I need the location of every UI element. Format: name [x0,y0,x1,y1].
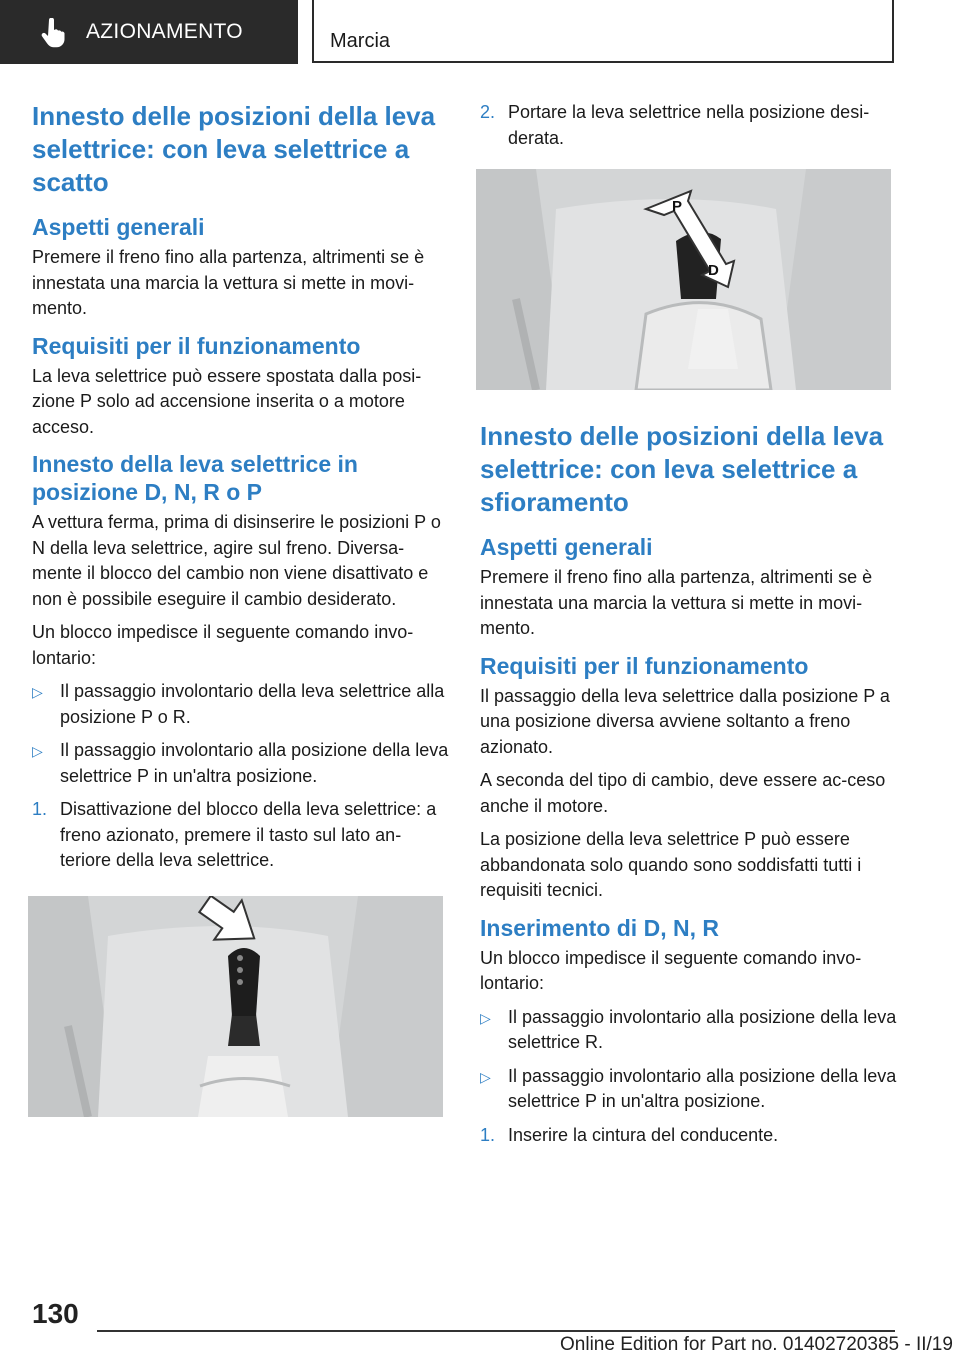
gear-label-r: R [688,218,699,235]
section-title-scatto: Innesto delle posizioni della leva selettrice: con leva selettrice a scatto [32,101,436,197]
numbered-step: 2. Portare la leva selettrice nella posizione desi-derata. [480,102,870,148]
header-subtitle-tab [312,0,894,63]
list-item: ▷ Il passaggio involontario alla posizione della leva selettrice P in un'altra posizione. [480,1065,897,1111]
heading-requisiti: Requisiti per il funzionamento [32,332,361,359]
step-number: 1. [480,1124,496,1145]
list-item: ▷ Il passaggio involontario alla posizione della leva selettrice P in un'altra posizione. [32,740,449,786]
numbered-step: 1. Disattivazione del blocco della leva selettrice: a freno azionato, premere il tasto sul lato an-teriore della leva selettrice. [32,799,437,870]
gear-label-n: N [698,238,709,255]
paragraph: Premere il freno fino alla partenza, altrimenti se è innestata una marcia la vettura si mette in movi-mento. [32,247,425,318]
paragraph: Un blocco impedisce il seguente comando invo-lontario: [32,622,414,668]
triangle-bullet-icon: ▷ [480,1068,491,1085]
page-number: 130 [32,1298,79,1329]
gear-lever-illustration-graphic [28,896,443,1117]
left-column [32,100,450,1139]
heading-requisiti: Requisiti per il funzionamento [480,652,809,679]
heading-innesto-leva: Innesto della leva selettrice in posizione D, N, R o P [32,451,358,505]
header-subtitle: Marcia [330,30,391,52]
gear-positions-illustration [476,169,891,390]
list-item: ▷ Il passaggio involontario alla posizione della leva selettrice R. [480,1006,897,1052]
footer-edition: Online Edition for Part no. 01402720385 - II/19 [560,1334,953,1355]
heading-aspetti-generali: Aspetti generali [480,534,653,560]
step-number: 2. [480,102,496,122]
paragraph: Premere il freno fino alla partenza, altrimenti se è innestata una marcia la vettura si mette in movi-mento. [480,567,873,638]
paragraph: A seconda del tipo di cambio, deve essere ac-ceso anche il motore. [480,770,886,816]
step-number: 1. [32,799,48,819]
numbered-step: 1. Inserire la cintura del conducente. [480,1123,898,1149]
gear-positions-graphic [476,169,891,390]
paragraph: A vettura ferma, prima di disinserire le posizioni P o N della leva selettrice, agire sul freno. Diversa-mente il blocco del cambio non viene disattivato e non è possibile eseguire il cambio desiderato. [32,512,441,609]
heading-aspetti-generali: Aspetti generali [32,214,205,240]
triangle-bullet-icon: ▷ [480,1009,491,1026]
triangle-bullet-icon: ▷ [32,684,43,700]
heading-inserimento: Inserimento di D, N, R [480,914,719,941]
header-section-title: AZIONAMENTO [86,20,243,43]
footer-divider [97,1330,895,1332]
list-item: ▷ Il passaggio involontario della leva selettrice alla posizione P o R. [32,681,445,727]
gear-label-d: D [708,262,719,279]
section-title-sfioramento: Innesto delle posizioni della leva selettrice: con leva selettrice a sfioramento [480,421,884,517]
triangle-bullet-icon: ▷ [32,743,43,759]
paragraph: Il passaggio della leva selettrice dalla posizione P a una posizione diversa avviene soltanto a freno azionato. [480,685,890,757]
paragraph: Un blocco impedisce il seguente comando invo-lontario: [480,947,862,993]
gear-label-p: P [672,198,683,215]
paragraph: La posizione della leva selettrice P può essere abbandonata solo quando sono soddisfatti tutti i requisiti tecnici. [480,829,862,900]
paragraph: La leva selettrice può essere spostata dalla posi-zione P solo ad accensione inserita o a motore acceso. [32,365,422,437]
right-column [480,100,898,1156]
header-section-tab [0,0,298,64]
gear-lever-press-illustration [28,896,443,1117]
hand-pointer-icon [40,18,68,48]
